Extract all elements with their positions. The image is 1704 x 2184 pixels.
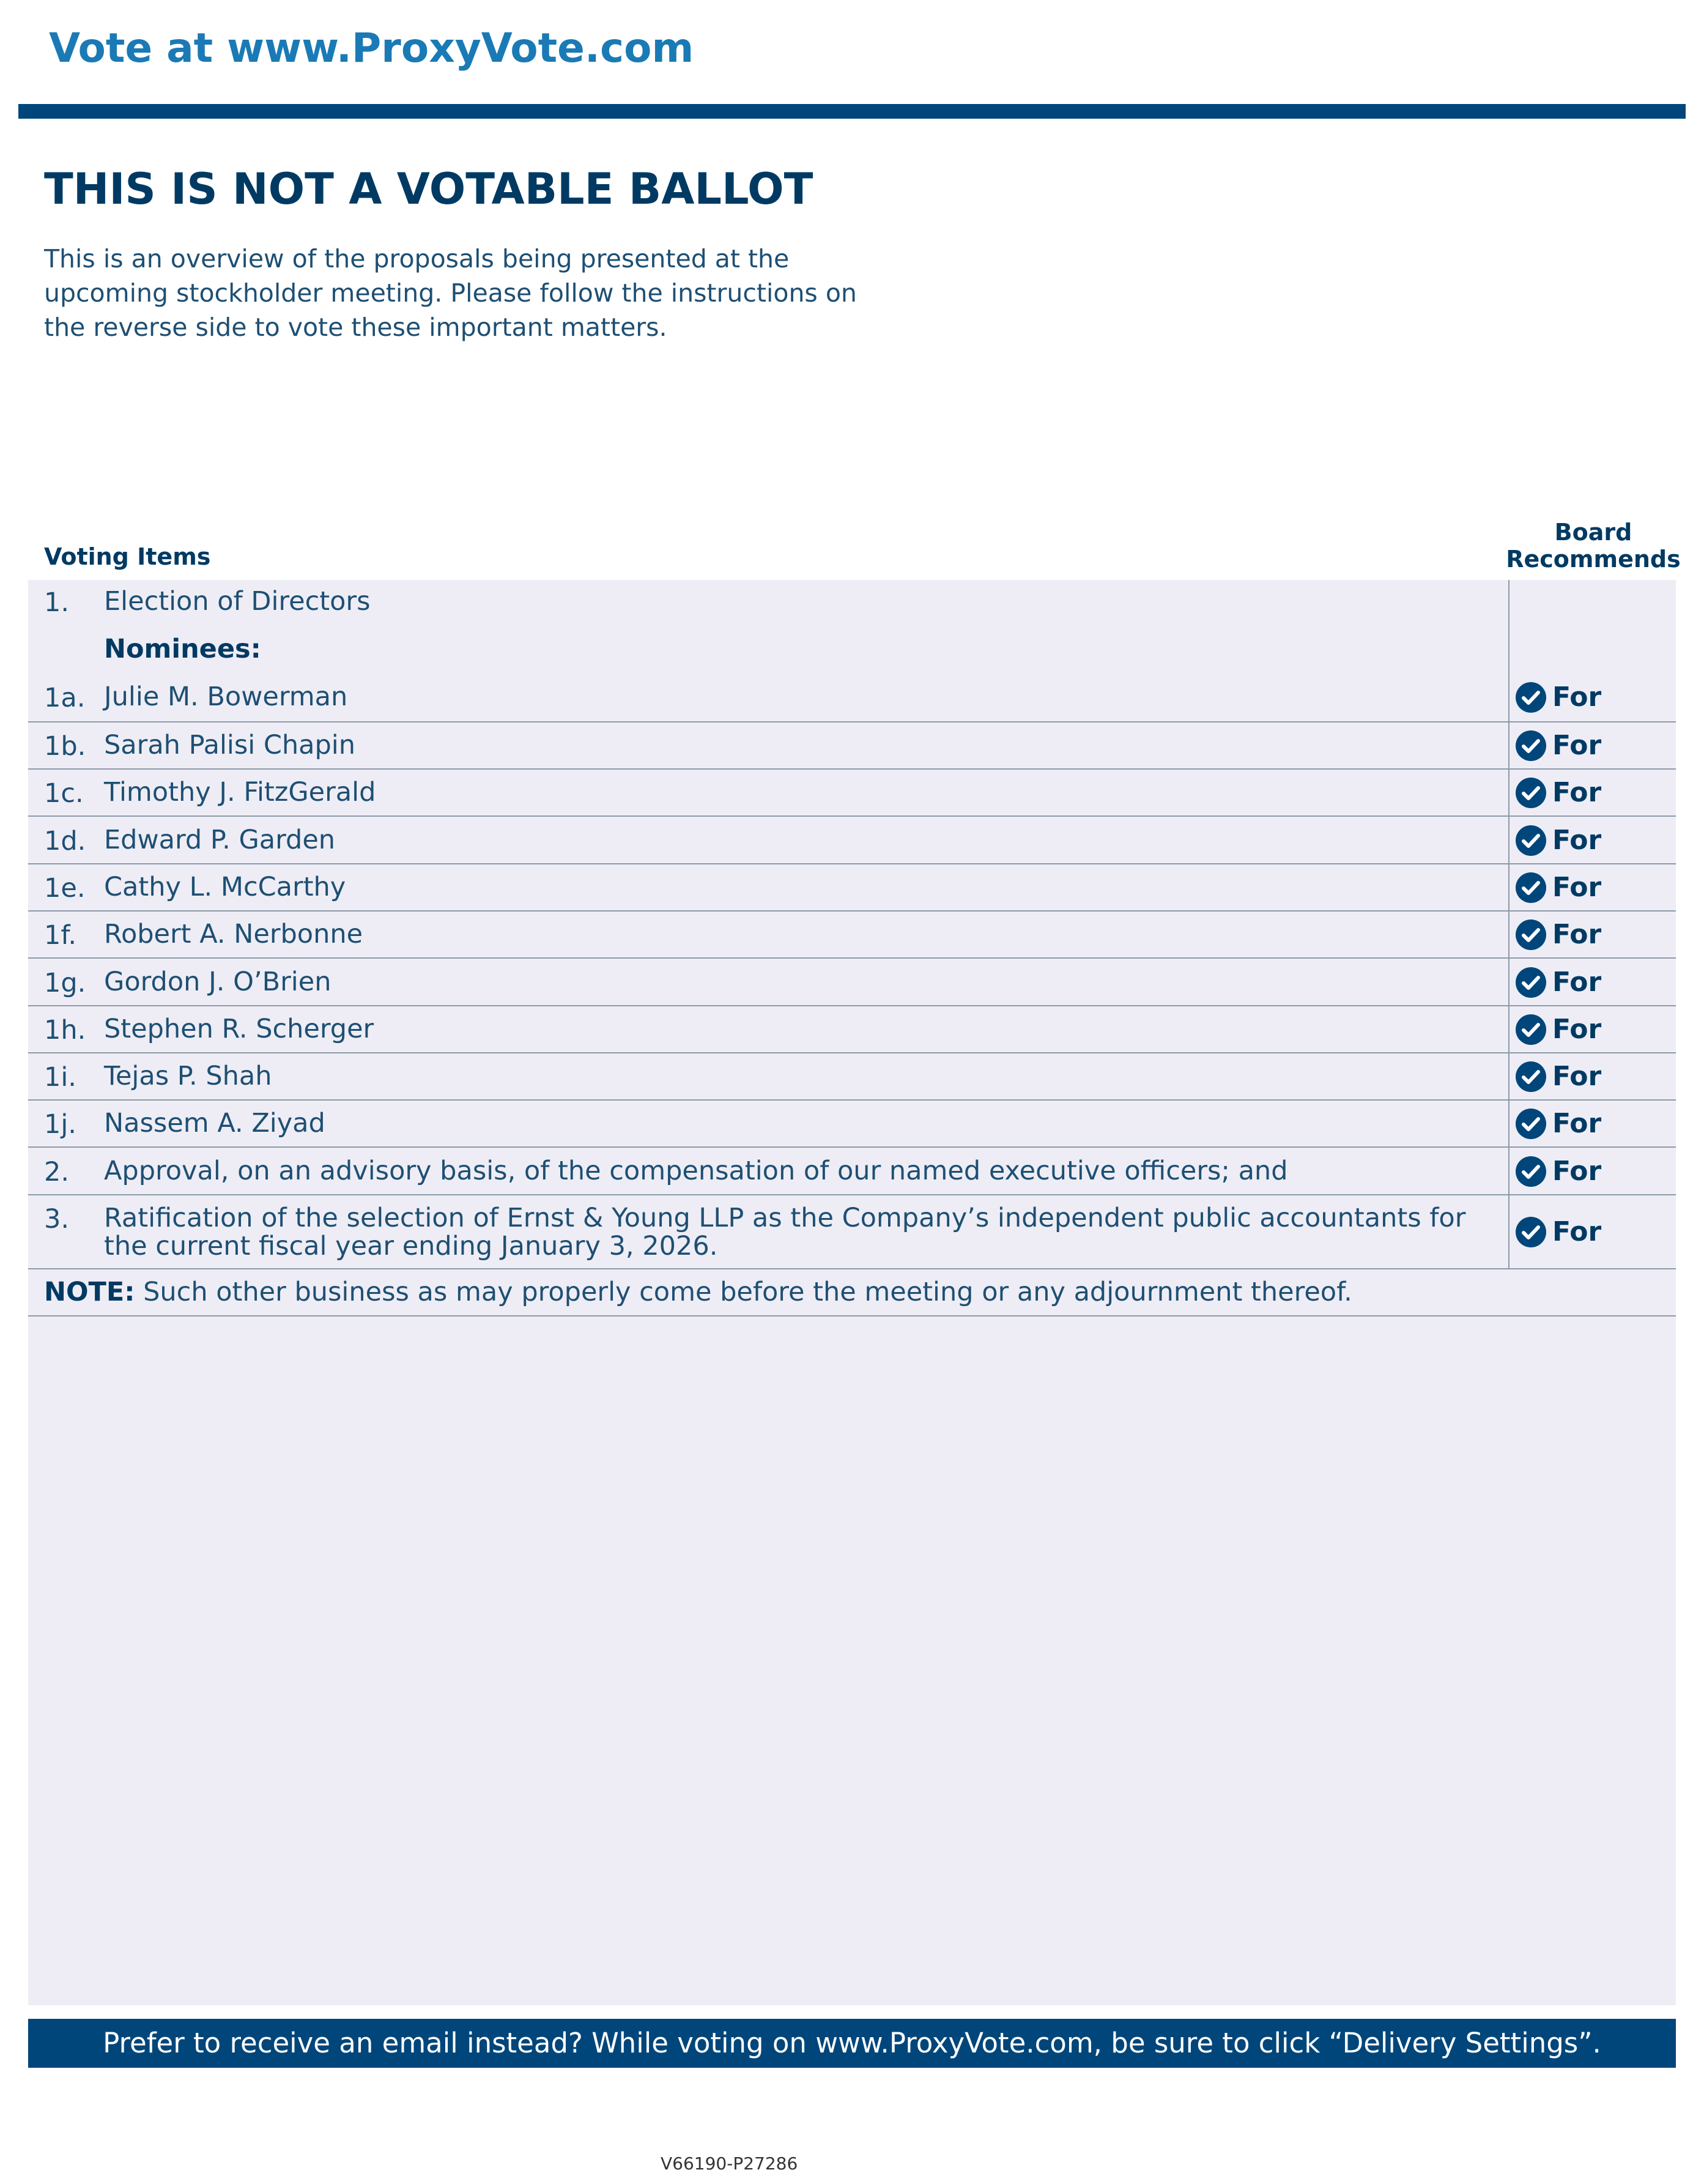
recommendation [1516,1216,1601,1247]
page-title: THIS IS NOT A VOTABLE BALLOT [44,164,813,214]
nominee-number: 1d. [44,826,86,856]
recommendation-label: For [1552,1216,1602,1247]
nominee-name: Cathy L. McCarthy [104,872,346,902]
recommendation-label: For [1552,1014,1602,1045]
check-circle-icon [1516,1061,1546,1092]
document-code: V66190-P27286 [661,2153,798,2174]
nominee-name: Timothy J. FitzGerald [104,777,376,808]
item-number: 1. [44,587,70,618]
nominee-name: Tejas P. Shah [104,1061,272,1091]
check-circle-icon [1516,825,1546,856]
nominee-row [28,722,1676,770]
recommendation [1516,1156,1601,1187]
check-circle-icon [1516,778,1546,808]
check-circle-icon [1516,682,1546,713]
nominee-number: 1i. [44,1062,76,1093]
nominee-row [28,1053,1676,1101]
item-number: 3. [44,1204,70,1235]
nominee-name: Edward P. Garden [104,825,336,855]
nominee-number: 1g. [44,968,86,998]
check-circle-icon [1516,1109,1546,1139]
nominee-row [28,770,1676,817]
recommendation-label: For [1552,825,1602,856]
nominee-row [28,959,1676,1006]
intro-paragraph: This is an overview of the proposals being presented at the upcoming stockholder meeting. Please follow the instructions on the reverse side to vote these important matters. [44,244,857,342]
nominee-row [28,1006,1676,1053]
board-header-line1: Board [1554,519,1632,546]
recommendation [1516,872,1601,903]
board-recommends-header [1506,519,1681,573]
item-text: Approval, on an advisory basis, of the compensation of our named executive officers; and [104,1156,1288,1186]
nominee-row [28,817,1676,864]
nominee-number: 1c. [44,778,84,809]
item-2-row [28,1148,1676,1195]
nominee-name: Gordon J. O’Brien [104,967,332,997]
nominee-row [28,912,1676,959]
check-circle-icon [1516,1014,1546,1045]
check-circle-icon [1516,919,1546,950]
voting-items-header: Voting Items [44,543,211,570]
delivery-settings-banner: Prefer to receive an email instead? While voting on www.ProxyVote.com, be sure to click “Delivery Settings”. [28,2019,1676,2068]
recommendation [1516,825,1601,856]
nominee-number: 1f. [44,920,77,951]
check-circle-icon [1516,1156,1546,1187]
check-circle-icon [1516,967,1546,998]
nominees-label: Nominees: [104,634,261,664]
nominee-name: Stephen R. Scherger [104,1014,374,1044]
item-text: Ratification of the selection of Ernst & Young LLP as the Company’s independent public accountants for the current fiscal year ending January 3, 2026. [104,1203,1466,1261]
nominee-name: Sarah Palisi Chapin [104,730,355,760]
nominee-number: 1a. [44,683,86,713]
recommendation-label: For [1552,872,1602,903]
recommendation [1516,682,1601,713]
item-text: Election of Directors [104,586,371,617]
nominee-name: Nassem A. Ziyad [104,1108,325,1138]
item-3-row [28,1195,1676,1269]
nominee-row [28,669,1676,722]
recommendation [1516,1061,1601,1092]
recommendation-label: For [1552,682,1602,713]
nominees-label-row [28,635,1676,669]
board-header-line2: Recommends [1506,546,1681,573]
nominee-number: 1h. [44,1015,86,1046]
recommendation [1516,967,1601,998]
recommendation-label: For [1552,967,1602,998]
header-divider [18,104,1686,119]
item-1-row [28,587,1676,622]
nominee-number: 1e. [44,873,86,904]
nominee-number: 1j. [44,1109,76,1140]
item-number: 2. [44,1157,70,1187]
nominee-row [28,864,1676,912]
check-circle-icon [1516,872,1546,903]
recommendation-label: For [1552,777,1602,808]
recommendation [1516,1108,1601,1139]
recommendation [1516,777,1601,808]
recommendation-label: For [1552,1061,1602,1092]
check-circle-icon [1516,1217,1546,1247]
note-text [44,1278,1439,1306]
check-circle-icon [1516,730,1546,761]
nominee-row [28,1101,1676,1148]
nominee-number: 1b. [44,731,86,762]
recommendation-label: For [1552,1108,1602,1139]
recommendation-label: For [1552,919,1602,950]
recommendation-label: For [1552,1156,1602,1187]
nominee-name: Julie M. Bowerman [104,682,348,712]
recommendation [1516,730,1601,761]
proxyvote-link[interactable]: Vote at www.ProxyVote.com [49,24,694,72]
recommendation-label: For [1552,730,1602,761]
note-row [28,1269,1676,1317]
note-body: Such other business as may properly come before the meeting or any adjournment thereof. [143,1277,1352,1307]
note-label: NOTE: [44,1277,135,1307]
recommendation [1516,919,1601,950]
recommendation [1516,1014,1601,1045]
nominee-name: Robert A. Nerbonne [104,919,363,949]
